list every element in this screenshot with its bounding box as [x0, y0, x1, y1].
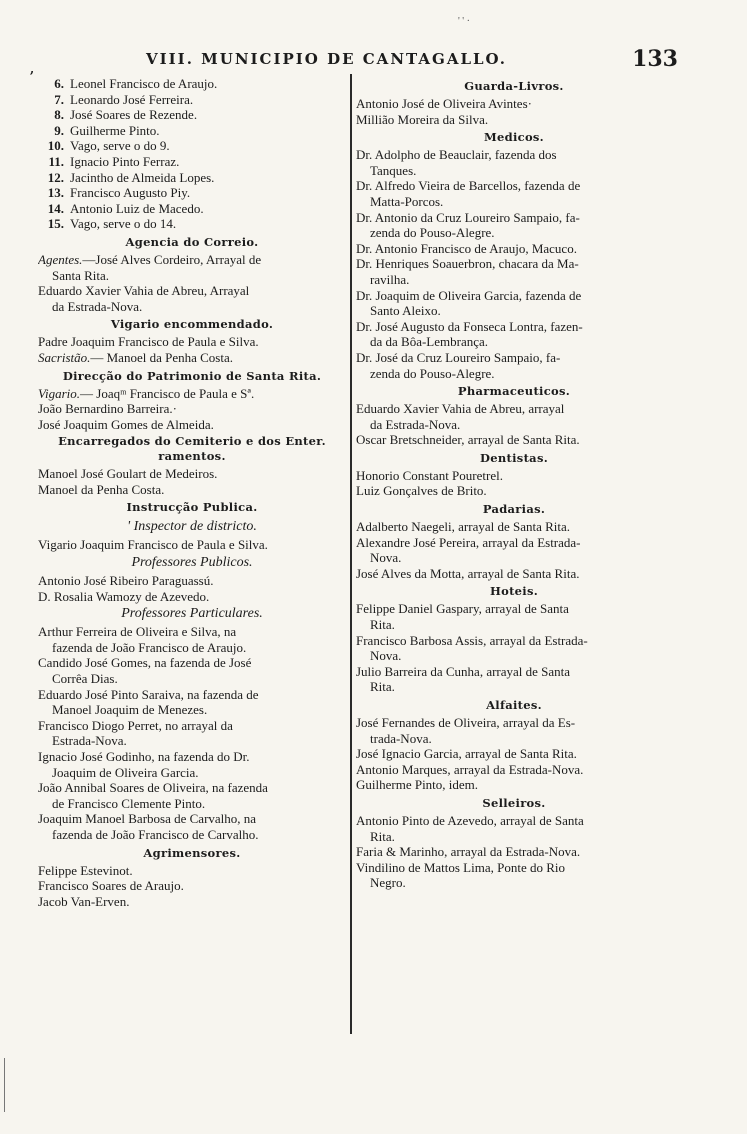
entry: João Bernardino Barreira.·: [38, 401, 177, 417]
section-heading-instrucao: Instrucção Publica.: [126, 500, 258, 515]
entry: Julio Barreira da Cunha, arrayal de Santa: [356, 663, 571, 679]
entry: Vigario Joaquim Francisco de Paula e Silva.: [38, 537, 268, 553]
right-column: [356, 76, 672, 891]
entry-continuation: Corrêa Dias.: [52, 671, 118, 687]
numbered-item: 6. Leonel Francisco de Araujo.: [54, 76, 218, 91]
entry-continuation: Negro.: [370, 875, 406, 891]
page-header: [30, 46, 678, 76]
header-dot: ,: [30, 62, 35, 76]
entry: Dr. José da Cruz Loureiro Sampaio, fa-: [356, 349, 561, 365]
numbered-item: 13. Francisco Augusto Piy.: [47, 185, 191, 201]
entry-continuation: Joaquim de Oliveira Garcia.: [52, 764, 199, 780]
entry: Dr. Henriques Soauerbron, chacara da Ma-: [356, 256, 579, 272]
entry-continuation: Rita.: [370, 617, 395, 633]
entry: Antonio José de Oliveira Avintes·: [356, 96, 532, 111]
numbered-item: 12. Jacintho de Almeida Lopes.: [47, 169, 215, 185]
entry-continuation: Estrada-Nova.: [52, 733, 127, 749]
entry: Eduardo Xavier Vahia de Abreu, Arrayal: [38, 283, 250, 299]
entry-continuation: Nova.: [370, 648, 402, 664]
subheading-professores-particulares: Professores Particulares.: [121, 606, 263, 622]
entry: Guilherme Pinto, idem.: [356, 777, 479, 793]
entry: D. Rosalia Wamozy de Azevedo.: [38, 588, 210, 604]
entry: Antonio Pinto de Azevedo, arrayal de Santa: [356, 812, 584, 828]
section-heading-alfaites: Alfaites.: [486, 698, 542, 712]
entry: Manoel José Goulart de Medeiros.: [38, 466, 218, 482]
entry-continuation: fazenda de João Francisco de Araujo.: [52, 639, 247, 655]
entry: Jacob Van-Erven.: [38, 893, 130, 909]
entry: Arthur Ferreira de Oliveira e Silva, na: [38, 624, 237, 640]
entry-continuation: ravilha.: [370, 271, 410, 287]
entry: Vindilino de Mattos Lima, Ponte do Rio: [356, 859, 566, 875]
entry: Dr. José Augusto da Fonseca Lontra, fazen-: [356, 318, 583, 334]
entry: Francisco Diogo Perret, no arrayal da: [38, 717, 233, 733]
entry: Dr. Joaquim de Oliveira Garcia, fazenda de: [356, 287, 582, 303]
entry: Padre Joaquim Francisco de Paula e Silva.: [38, 334, 259, 350]
entry: Oscar Bretschneider, arrayal de Santa Rita.: [356, 432, 580, 448]
section-heading-medicos: Medicos.: [483, 130, 544, 145]
entry: Francisco Soares de Araujo.: [38, 878, 184, 894]
entry: Felippe Daniel Gaspary, arrayal de Santa: [356, 601, 569, 617]
section-heading-padarias: Padarias.: [482, 502, 546, 517]
numbered-item: 8. José Soares de Rezende.: [54, 107, 198, 123]
numbered-item: 11. Ignacio Pinto Ferraz.: [48, 153, 180, 169]
entry: José Ignacio Garcia, arrayal de Santa Rita.: [356, 746, 577, 762]
numbered-list: [38, 76, 346, 232]
entry: Francisco Barbosa Assis, arrayal da Estrada-: [356, 632, 588, 648]
section-heading-guarda-livros: Guarda-Livros.: [464, 79, 564, 93]
entry: Candido José Gomes, na fazenda de José: [38, 655, 252, 671]
entry-continuation: Manoel Joaquim de Menezes.: [52, 702, 208, 718]
numbered-item: 15. Vago, serve o do 14.: [47, 216, 177, 232]
entry-continuation: Nova.: [370, 550, 402, 566]
page-number: 133: [632, 46, 678, 72]
entry: Honorio Constant Pouretrel.: [356, 467, 503, 483]
column-divider: [350, 74, 352, 1034]
entry-continuation: da Estrada-Nova.: [52, 298, 143, 314]
numbered-item: 9. Guilherme Pinto.: [54, 122, 160, 138]
entry: Joaquim Manoel Barbosa de Carvalho, na: [38, 811, 257, 827]
entry: Dr. Antonio da Cruz Loureiro Sampaio, fa-: [356, 209, 580, 225]
entry-continuation: zenda do Pouso-Alegre.: [370, 225, 495, 241]
entry-continuation: zenda do Pouso-Alegre.: [370, 365, 495, 381]
top-mark: ' ' ·: [458, 16, 470, 27]
heading-line: ramentos.: [158, 449, 226, 464]
entry: José Fernandes de Oliveira, arrayal da Es-: [356, 715, 576, 730]
entry: João Annibal Soares de Oliveira, na fazenda: [38, 780, 268, 796]
entry-continuation: de Francisco Clemente Pinto.: [52, 795, 206, 811]
section-heading-pharmaceuticos: Pharmaceuticos.: [457, 384, 571, 399]
entry-continuation: trada-Nova.: [370, 730, 432, 746]
entry-sacristao: Sacristão.— Manoel da Penha Costa.: [38, 349, 233, 365]
entry: Manoel da Penha Costa.: [38, 481, 165, 497]
entry-continuation: da Estrada-Nova.: [370, 416, 461, 432]
entry: Ignacio José Godinho, na fazenda do Dr.: [38, 749, 250, 764]
entry: José Alves da Motta, arrayal de Santa Rita.: [356, 565, 580, 581]
entry: Eduardo Xavier Vahia de Abreu, arrayal: [356, 401, 565, 417]
entry-continuation: Rita.: [370, 828, 395, 844]
entry: Dr. Adolpho de Beauclair, fazenda dos: [356, 147, 557, 163]
entry-continuation: Matta-Porcos.: [370, 193, 444, 209]
margin-mark: [4, 1058, 5, 1112]
section-heading-hoteis: Hoteis.: [489, 584, 539, 599]
entry: Millião Moreira da Silva.: [356, 111, 489, 127]
section-heading-vigario: Vigario encommendado.: [110, 317, 274, 332]
numbered-item: 7. Leonardo José Ferreira.: [54, 91, 194, 107]
page-title: VIII. MUNICIPIO DE CANTAGALLO.: [146, 50, 507, 68]
entry: José Joaquim Gomes de Almeida.: [38, 416, 214, 432]
heading-line: Encarregados do Cemiterio e dos Enter.: [58, 434, 326, 449]
entry-continuation: fazenda de João Francisco de Carvalho.: [52, 826, 259, 842]
entry-continuation: da da Bôa-Lembrança.: [370, 334, 489, 350]
entry: Adalberto Naegeli, arrayal de Santa Rita.: [356, 519, 571, 535]
section-heading-correio: Agencia do Correio.: [125, 234, 259, 249]
section-heading-selleiros: Selleiros.: [482, 795, 546, 810]
section-heading-cemiterio: [38, 432, 346, 466]
subheading-professores-publicos: Professores Publicos.: [131, 555, 253, 571]
section-heading-agrimensores: Agrimensores.: [143, 845, 241, 860]
entry: Antonio José Ribeiro Paraguassú.: [38, 573, 214, 589]
subheading-inspector: ' Inspector de districto.: [127, 519, 257, 535]
entry: Antonio Marques, arrayal da Estrada-Nova.: [356, 761, 584, 777]
entry: Dr. Alfredo Vieira de Barcellos, fazenda de: [356, 178, 581, 194]
entry: Felippe Estevinot.: [38, 862, 133, 878]
numbered-item: 10. Vago, serve o do 9.: [47, 138, 170, 154]
entry-continuation: Santa Rita.: [52, 267, 110, 283]
entry: Eduardo José Pinto Saraiva, na fazenda de: [38, 686, 259, 702]
section-heading-dentistas: Dentistas.: [479, 450, 549, 465]
entry: Luiz Gonçalves de Brito.: [356, 483, 487, 499]
entry: Dr. Antonio Francisco de Araujo, Macuco.: [356, 240, 577, 256]
entry-continuation: Rita.: [370, 679, 395, 695]
entry: Faria & Marinho, arrayal da Estrada-Nova.: [356, 844, 581, 860]
entry-continuation: Tanques.: [370, 162, 417, 178]
entry: Alexandre José Pereira, arrayal da Estrada-: [356, 534, 581, 550]
entry-agentes: Agentes.—José Alves Cordeiro, Arrayal de: [38, 251, 262, 267]
entry-vigario: Vigario.— Joaqᵐ Francisco de Paula e Sª.: [38, 385, 255, 401]
numbered-item: 14. Antonio Luiz de Macedo.: [47, 200, 204, 216]
section-heading-patrimonio: Direcção do Patrimonio de Santa Rita.: [62, 368, 322, 383]
left-column: [38, 76, 346, 909]
entry-continuation: Santo Aleixo.: [370, 303, 441, 319]
